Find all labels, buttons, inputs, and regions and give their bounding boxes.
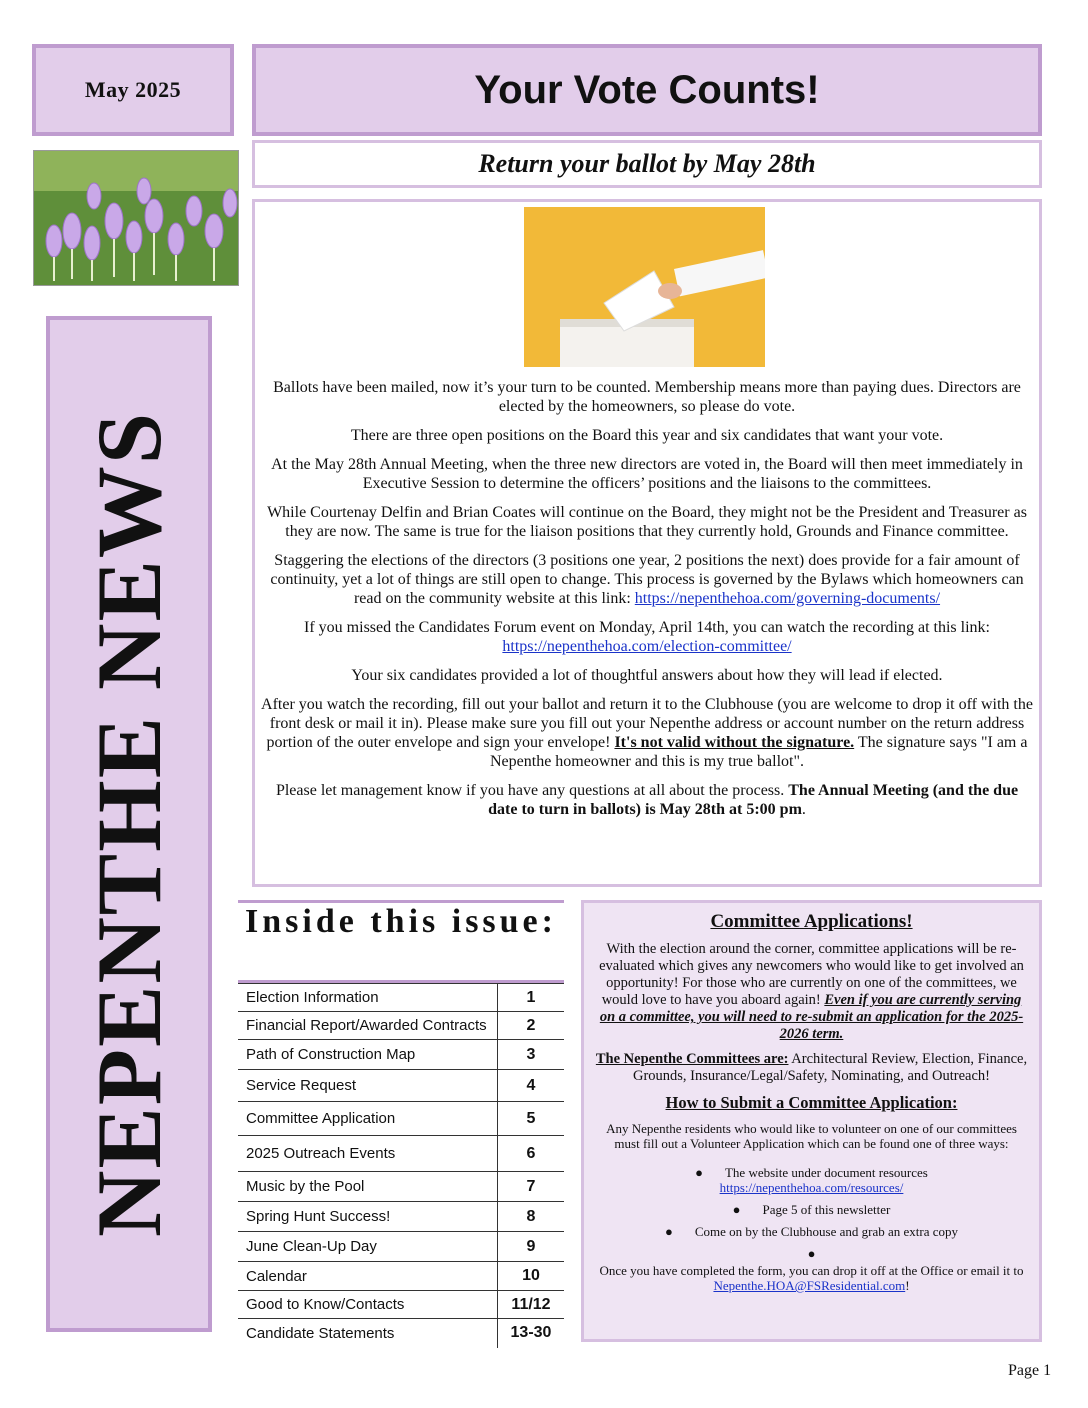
crocus-flowers-photo [33, 150, 239, 286]
committee-closing-text: Once you have completed the form, you can drop it off at the Office or email it to [599, 1263, 1024, 1278]
toc-item-title: Spring Hunt Success! [238, 1202, 498, 1232]
toc-item-title: Music by the Pool [238, 1172, 498, 1202]
toc-row [238, 984, 564, 1012]
toc-table [238, 983, 564, 1348]
hoa-email-link[interactable]: Nepenthe.HOA@FSResidential.com [713, 1278, 906, 1293]
toc-row [238, 1319, 564, 1348]
committee-closing-tail: ! [905, 1278, 910, 1293]
toc-row [238, 1291, 564, 1319]
bullet-clubhouse-text: Come on by the Clubhouse and grab an extra copy [694, 1224, 959, 1239]
bullet-newsletter-text: Page 5 of this newsletter [762, 1202, 891, 1217]
toc-row [238, 1232, 564, 1262]
governing-documents-link[interactable]: https://nepenthehoa.com/governing-documents/ [634, 590, 941, 607]
article-paragraph-9-text: Please let management know if you have any questions at all about the process. [275, 782, 789, 799]
article-paragraph-2: There are three open positions on the Board this year and six candidates that want your vote. [350, 427, 944, 444]
election-committee-link[interactable]: https://nepenthehoa.com/election-committee/ [502, 638, 792, 655]
committee-list-text: Architectural Review, Election, Finance, Grounds, Insurance/Legal/Safety, Nominating, and Outreach! [632, 1051, 1028, 1084]
article-paragraph-6 [261, 618, 1033, 656]
ballot-box-photo [524, 207, 765, 367]
toc-item-page: 4 [498, 1070, 565, 1102]
toc-item-title: Service Request [238, 1070, 498, 1102]
toc-item-page: 2 [498, 1012, 565, 1040]
toc-item-title: Financial Report/Awarded Contracts [238, 1012, 498, 1040]
toc-item-title: Candidate Statements [238, 1319, 498, 1348]
toc-item-title: Election Information [238, 984, 498, 1012]
article-paragraph-6-text: If you missed the Candidates Forum event on Monday, April 14th, you can watch the recording at this link: [304, 619, 990, 636]
headline-box [252, 44, 1042, 136]
election-article [252, 199, 1042, 887]
toc-title: Inside this issue: [245, 903, 557, 940]
article-paragraph-5 [261, 551, 1033, 608]
headline: Your Vote Counts! [474, 67, 820, 112]
article-paragraph-1: Ballots have been mailed, now it’s your turn to be counted. Membership means more than paying dues. Directors are elected by the homeowners, so please do vote. [273, 379, 1021, 415]
article-paragraph-8-tail: The signature says "I am a Nepenthe homeowner and this is my true ballot". [489, 734, 1028, 770]
toc-row [238, 1040, 564, 1070]
bullet-newsletter [594, 1202, 1029, 1217]
article-paragraph-8-text: After you watch the recording, fill out your ballot and return it to the Clubhouse (you are welcome to drop it off with the front desk or mail it in). Please make sure you fill out your Nepenthe address or account number on the return address portion of the outer envelope and sign your envelope! [261, 696, 1033, 751]
toc-item-page: 5 [498, 1102, 565, 1136]
issue-date-text: May 2025 [84, 77, 182, 102]
bullet-website-text: The website under document resources [724, 1165, 928, 1180]
article-paragraph-3: At the May 28th Annual Meeting, when the three new directors are voted in, the Board will then meet immediately in Executive Session to determine the officers’ positions and the liaisons to the committees. [271, 456, 1023, 492]
bullet-icon: ● [695, 1165, 703, 1180]
committee-heading: Committee Applications! [710, 911, 913, 932]
toc-item-title: Good to Know/Contacts [238, 1291, 498, 1319]
committee-list-label: The Nepenthe Committees are: [595, 1051, 789, 1067]
toc-row [238, 1202, 564, 1232]
subheadline-box [252, 140, 1042, 188]
resubmit-notice: Even if you are currently serving on a committee, you will need to re-submit an application for the 2025-2026 term. [599, 992, 1024, 1042]
newsletter-name: NEPENTHE NEWS [78, 410, 180, 1238]
committee-intro [594, 941, 1029, 1043]
toc-item-page: 10 [498, 1262, 565, 1291]
toc-row [238, 1070, 564, 1102]
bullet-empty [594, 1246, 1029, 1261]
toc-item-page: 6 [498, 1136, 565, 1172]
toc-item-page: 3 [498, 1040, 565, 1070]
bullet-icon: ● [732, 1202, 741, 1217]
toc-item-title: Committee Application [238, 1102, 498, 1136]
committee-list [594, 1051, 1029, 1085]
toc-row [238, 1012, 564, 1040]
article-paragraph-7: Your six candidates provided a lot of thoughtful answers about how they will lead if elected. [351, 667, 943, 684]
article-paragraph-4: While Courtenay Delfin and Brian Coates will continue on the Board, they might not be the President and Treasurer as they are now. The same is true for the liaison positions that they currently hold, Grounds and Finance committee. [267, 504, 1027, 540]
committee-intro-text: With the election around the corner, committee applications will be re-evaluated which gives any newcomers who would like to get involved an opportunity! For those who are currently on one of the committees, we would love to have you aboard again! [599, 941, 1024, 1008]
howto-text: Any Nepenthe residents who would like to volunteer on one of our committees must fill out a Volunteer Application which can be found one of three ways: [606, 1121, 1017, 1151]
page-number: Page 1 [1008, 1362, 1052, 1379]
bullet-clubhouse [594, 1224, 1029, 1239]
resources-link[interactable]: https://nepenthehoa.com/resources/ [719, 1180, 904, 1195]
toc-item-title: 2025 Outreach Events [238, 1136, 498, 1172]
toc-item-page: 11/12 [498, 1291, 565, 1319]
howto-heading: How to Submit a Committee Application: [665, 1093, 958, 1112]
article-paragraph-9-tail: . [801, 801, 806, 818]
toc-row [238, 1172, 564, 1202]
article-paragraph-8 [261, 695, 1033, 771]
signature-warning: It's not valid without the signature. [614, 734, 855, 751]
bullet-icon: ● [664, 1224, 673, 1239]
toc-item-title: Path of Construction Map [238, 1040, 498, 1070]
table-of-contents [238, 900, 564, 1348]
toc-item-title: Calendar [238, 1262, 498, 1291]
newsletter-masthead [46, 316, 212, 1332]
bullet-icon: ● [807, 1246, 816, 1261]
subheadline: Return your ballot by May 28th [478, 149, 816, 178]
bullet-website [594, 1165, 1029, 1195]
toc-row [238, 1136, 564, 1172]
toc-row [238, 1102, 564, 1136]
annual-meeting-deadline: The Annual Meeting (and the due date to turn in ballots) is May 28th at 5:00 pm [488, 782, 1019, 818]
toc-item-page: 7 [498, 1172, 565, 1202]
toc-item-page: 9 [498, 1232, 565, 1262]
toc-item-page: 1 [498, 984, 565, 1012]
toc-item-title: June Clean-Up Day [238, 1232, 498, 1262]
article-paragraph-9 [261, 781, 1033, 819]
committee-applications-box [581, 900, 1042, 1342]
toc-row [238, 1262, 564, 1291]
toc-item-page: 8 [498, 1202, 565, 1232]
toc-item-page: 13-30 [498, 1319, 565, 1348]
article-paragraph-5-text: Staggering the elections of the directors (3 positions one year, 2 positions the next) does provide for a fair amount of continuity, yet a lot of things are still open to change. This process is governed by the Bylaws which homeowners can read on the community website at this link: [270, 552, 1024, 607]
committee-closing [594, 1263, 1029, 1293]
issue-date [32, 44, 234, 136]
